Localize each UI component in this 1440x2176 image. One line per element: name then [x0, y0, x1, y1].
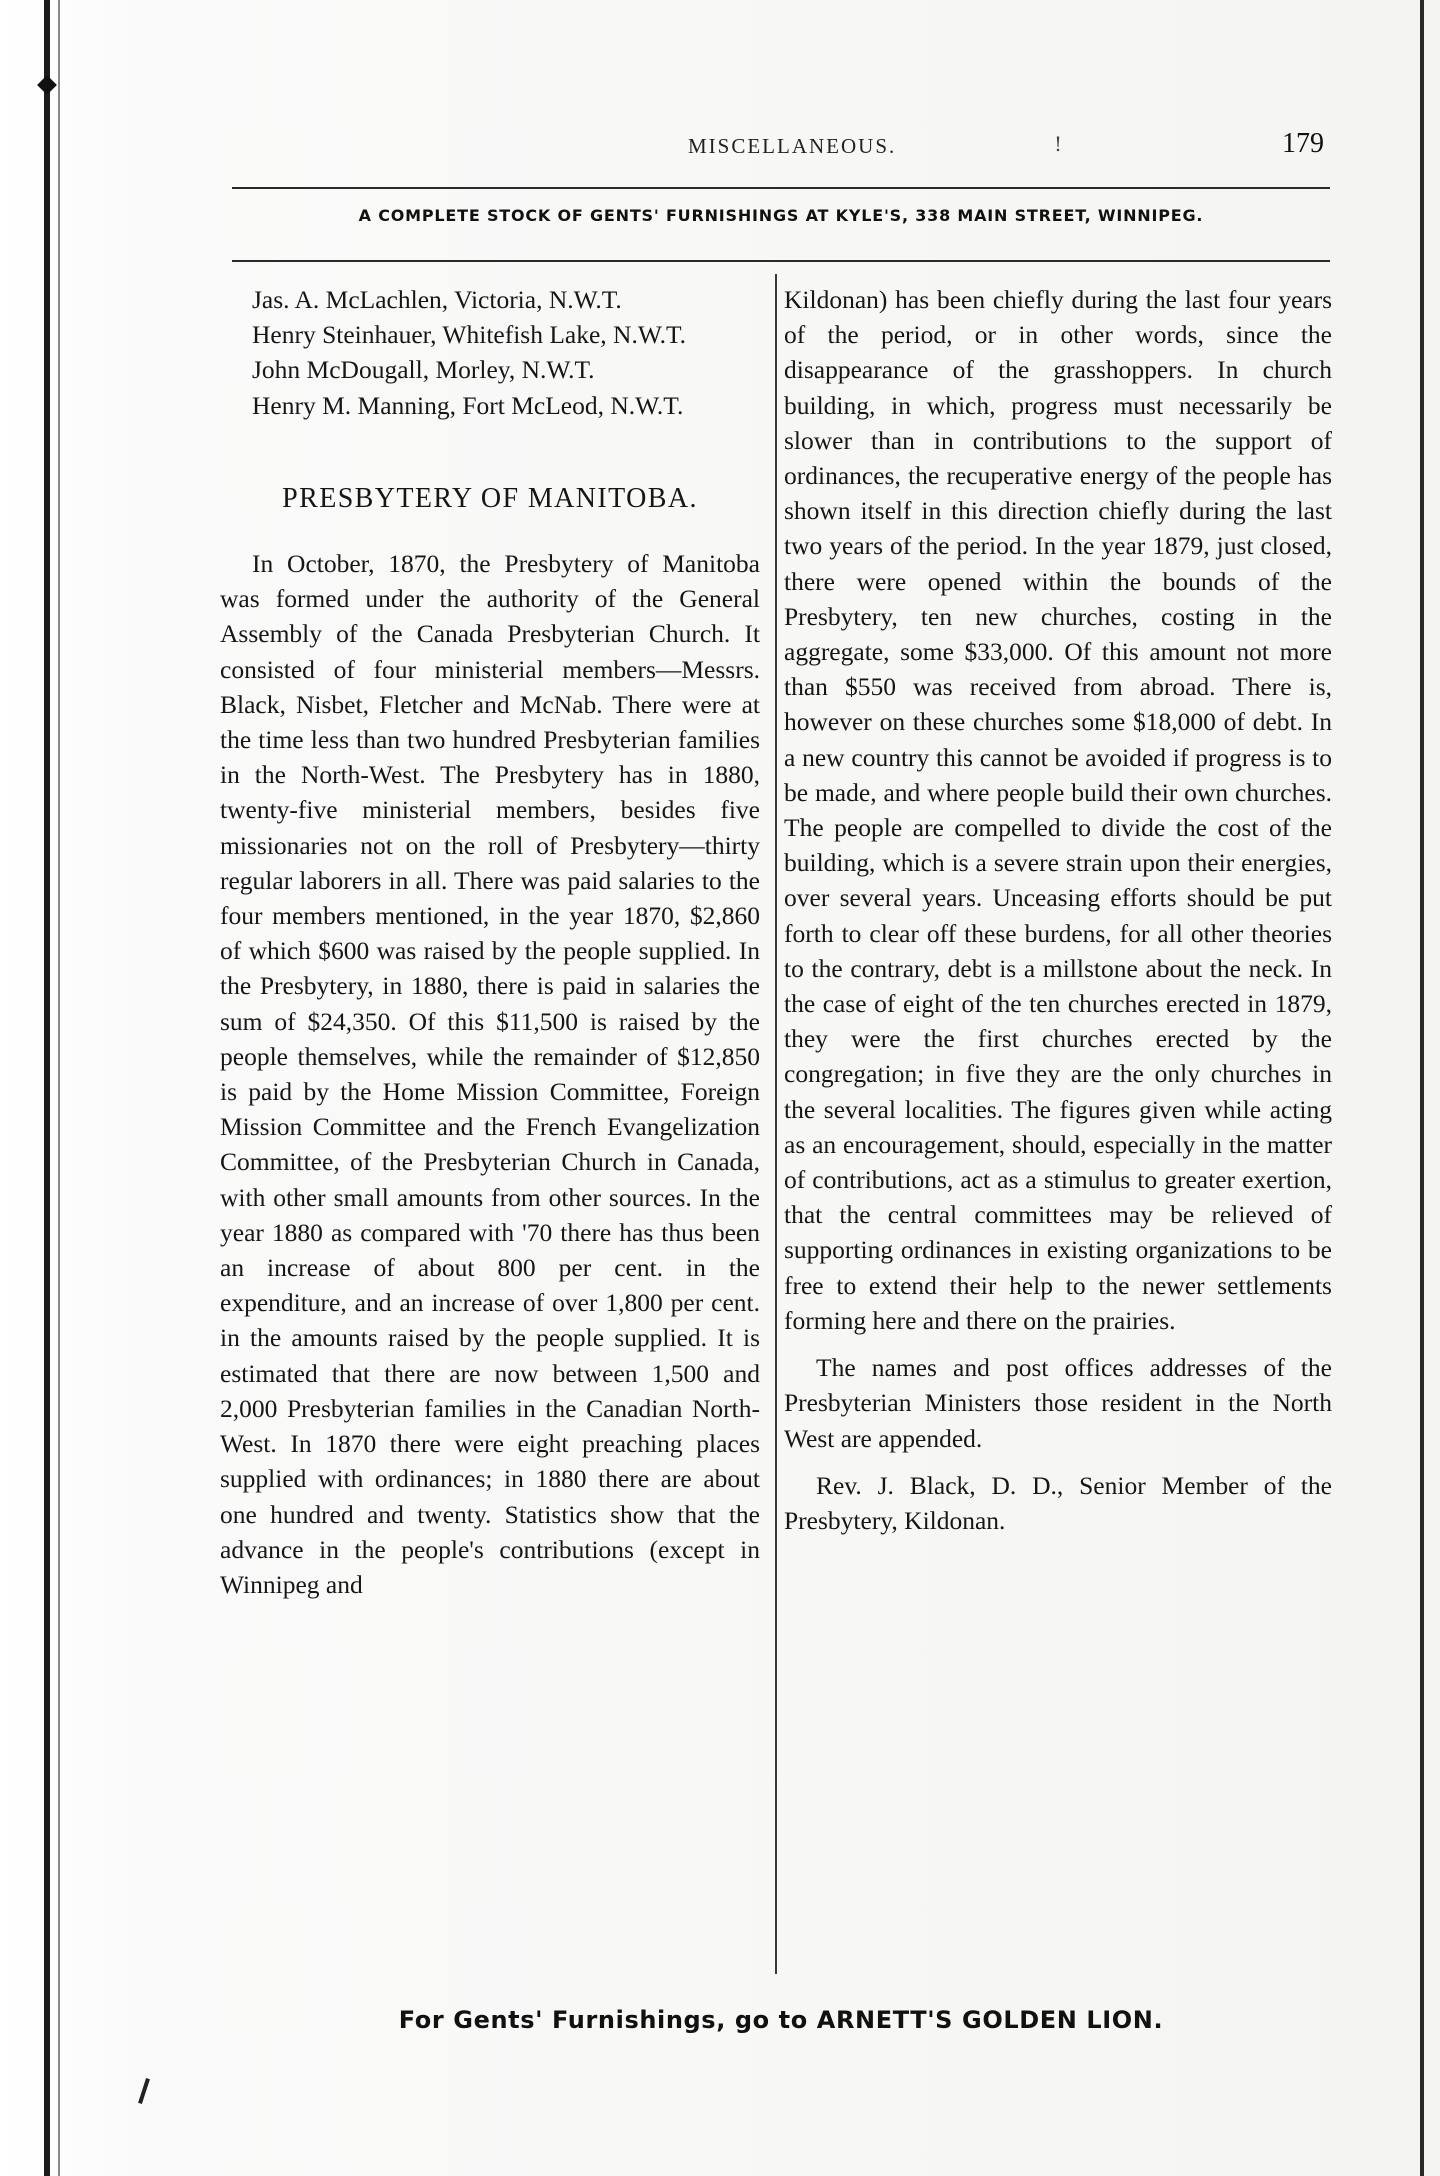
banner-top-rule [232, 187, 1330, 189]
scan-binding-shadow [58, 0, 60, 2176]
footer-advertisement: For Gents' Furnishings, go to ARNETT'S GOLDEN LION. [398, 2006, 1164, 2034]
page-number: 179 [1282, 128, 1324, 159]
section-heading: PRESBYTERY OF MANITOBA. [282, 482, 698, 514]
minister-entry: Rev. J. Black, D. D., Senior Member of the Presbytery, Kildonan. [784, 1470, 1332, 1535]
right-column [784, 282, 1332, 1538]
section-running-title: MISCELLANEOUS. [688, 134, 897, 158]
minister-entry: Henry Steinhauer, Whitefish Lake, N.W.T. [252, 320, 687, 350]
banner-bottom-rule [232, 260, 1330, 262]
scan-binding-edge [44, 0, 50, 2176]
article-paragraph: The names and post offices addresses of the Presbyterian Ministers those resident in the North West are appended. [784, 1353, 1332, 1453]
running-head-separator: ! [1054, 132, 1063, 156]
minister-entry: Henry M. Manning, Fort McLeod, N.W.T. [252, 390, 684, 420]
article-paragraph: In October, 1870, the Presbytery of Manitoba was formed under the authority of the General Assembly of the Canada Presbyterian Church. It consisted of four ministerial members—Messrs. Black, Nisbet, Fletcher and McNab. There were at the time less than two hundred Presbyterian families in the North-West. The Presbytery has in 1880, twenty-five ministerial members, besides five missionaries not on the roll of Presbytery—thirty regular laborers in all. There was paid salaries to the four members mentioned, in the year 1870, $2,860 of which $600 was raised by the people supplied. In the Presbytery, in 1880, there is paid in salaries the sum of $24,350. Of this $11,500 is raised by the people themselves, while the remainder of $12,850 is paid by the Home Mission Committee, Foreign Mission Committee and the French Evangelization Committee, of the Presbyterian Church in Canada, with other small amounts from other sources. In the year 1880 as compared with '70 there has thus been an increase of about 800 per cent. in the expenditure, and an increase of over 1,800 per cent. in the amounts raised by the people supplied. It is estimated that there are now between 1,500 and 2,000 Presbyterian families in the Canadian North-West. In 1870 there were eight preaching places supplied with ordinances; in 1880 there are about one hundred and twenty. Statistics show that the advance in the people's contributions (except in Winnipeg and [220, 549, 760, 1599]
minister-entry: Jas. A. McLachlen, Victoria, N.W.T. [252, 285, 622, 314]
running-head [236, 128, 1336, 168]
scan-right-edge [1420, 0, 1424, 2176]
minister-entry: John McDougall, Morley, N.W.T. [252, 355, 595, 385]
column-divider [775, 274, 777, 1974]
left-column [220, 282, 760, 1602]
article-paragraph-continued: Kildonan) has been chiefly during the last four years of the period, or in other words, since the disappearance of the grasshoppers. In church building, in which, progress must necessarily be slower than in contributions to the support of ordinances, the recuperative energy of the people has shown itself in this direction chiefly during the last two years of the period. In the year 1879, just closed, there were opened within the bounds of the Presbytery, ten new churches, costing in the aggregate, some $33,000. Of this amount not more than $550 was received from abroad. There is, however on these churches some $18,000 of debt. In a new country this cannot be avoided if progress is to be made, and where people build their own churches. The people are compelled to divide the cost of the building, which is a severe strain upon their energies, over several years. Unceasing efforts should be put forth to clear off these burdens, for all other theories to the contrary, debt is a millstone about the neck. In the case of eight of the ten churches erected in 1879, they were the first churches erected by the congregation; in five they are the only churches in the several localities. The figures given while acting as an encouragement, should, especially in the matter of contributions, act as a stimulus to greater exertion, that the central committees may be relieved of supporting ordinances in existing organizations to be free to extend their help to the newer settlements forming here and there on the prairies. [784, 285, 1332, 1335]
top-advertisement-banner: A COMPLETE STOCK OF GENTS' FURNISHINGS AT KYLE'S, 338 MAIN STREET, WINNIPEG. [358, 206, 1204, 225]
